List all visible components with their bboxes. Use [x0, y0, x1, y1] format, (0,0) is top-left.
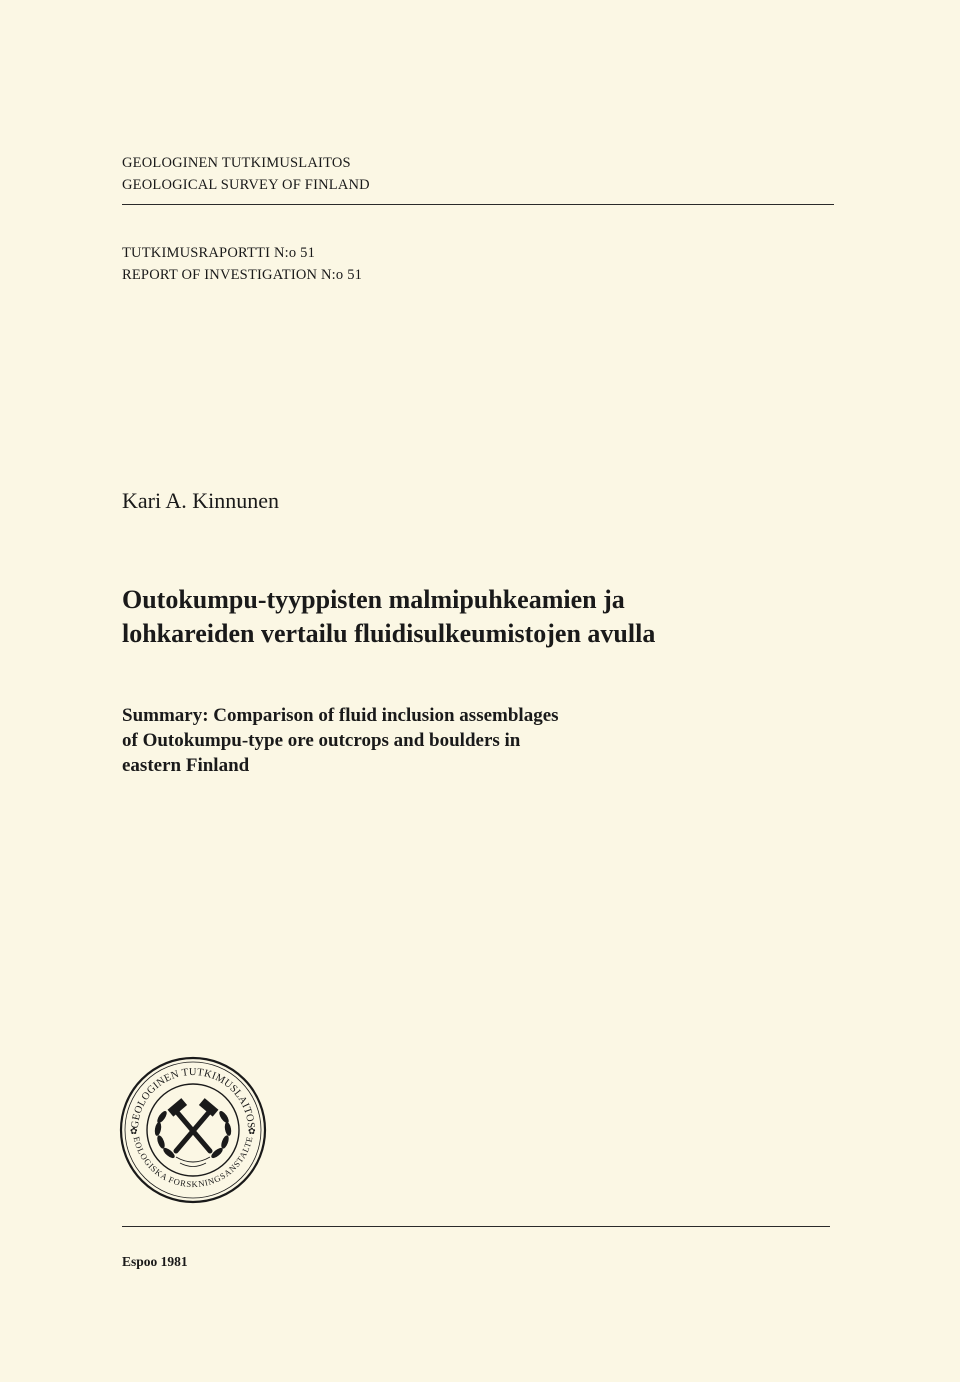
series-finnish: TUTKIMUSRAPORTTI N:o 51 [122, 245, 316, 261]
top-divider [122, 204, 834, 205]
survey-seal-icon [118, 1055, 268, 1205]
summary-line-1: Summary: Comparison of fluid inclusion assemblages [122, 705, 559, 726]
author-name: Kari A. Kinnunen [122, 488, 280, 513]
title-line-1: Outokumpu-tyyppisten malmipuhkeamien ja [122, 585, 625, 614]
svg-text:✿: ✿ [248, 1127, 256, 1137]
document-title [122, 583, 655, 651]
bottom-divider [122, 1226, 830, 1227]
series-english: REPORT OF INVESTIGATION N:o 51 [122, 267, 363, 283]
org-name-finnish: GEOLOGINEN TUTKIMUSLAITOS [122, 155, 351, 171]
org-name-english: GEOLOGICAL SURVEY OF FINLAND [122, 177, 370, 193]
seal-text-top: GEOLOGINEN TUTKIMUSLAITOS [129, 1067, 257, 1129]
crossed-hammers-icon [168, 1098, 219, 1151]
summary-title [122, 703, 559, 778]
svg-text:✿: ✿ [130, 1127, 138, 1137]
publication-place-year: Espoo 1981 [122, 1254, 188, 1269]
seal-graphic [118, 1055, 268, 1205]
report-series [122, 242, 362, 286]
organization-names [122, 152, 370, 196]
title-line-2: lohkareiden vertailu fluidisulkeumistojen avulla [122, 619, 656, 648]
seal-text-bottom: EOLOGISKA FORSKNINGSANSTALTE [131, 1135, 255, 1190]
summary-line-3: eastern Finland [122, 755, 250, 776]
summary-line-2: of Outokumpu-type ore outcrops and boulders in [122, 730, 521, 751]
